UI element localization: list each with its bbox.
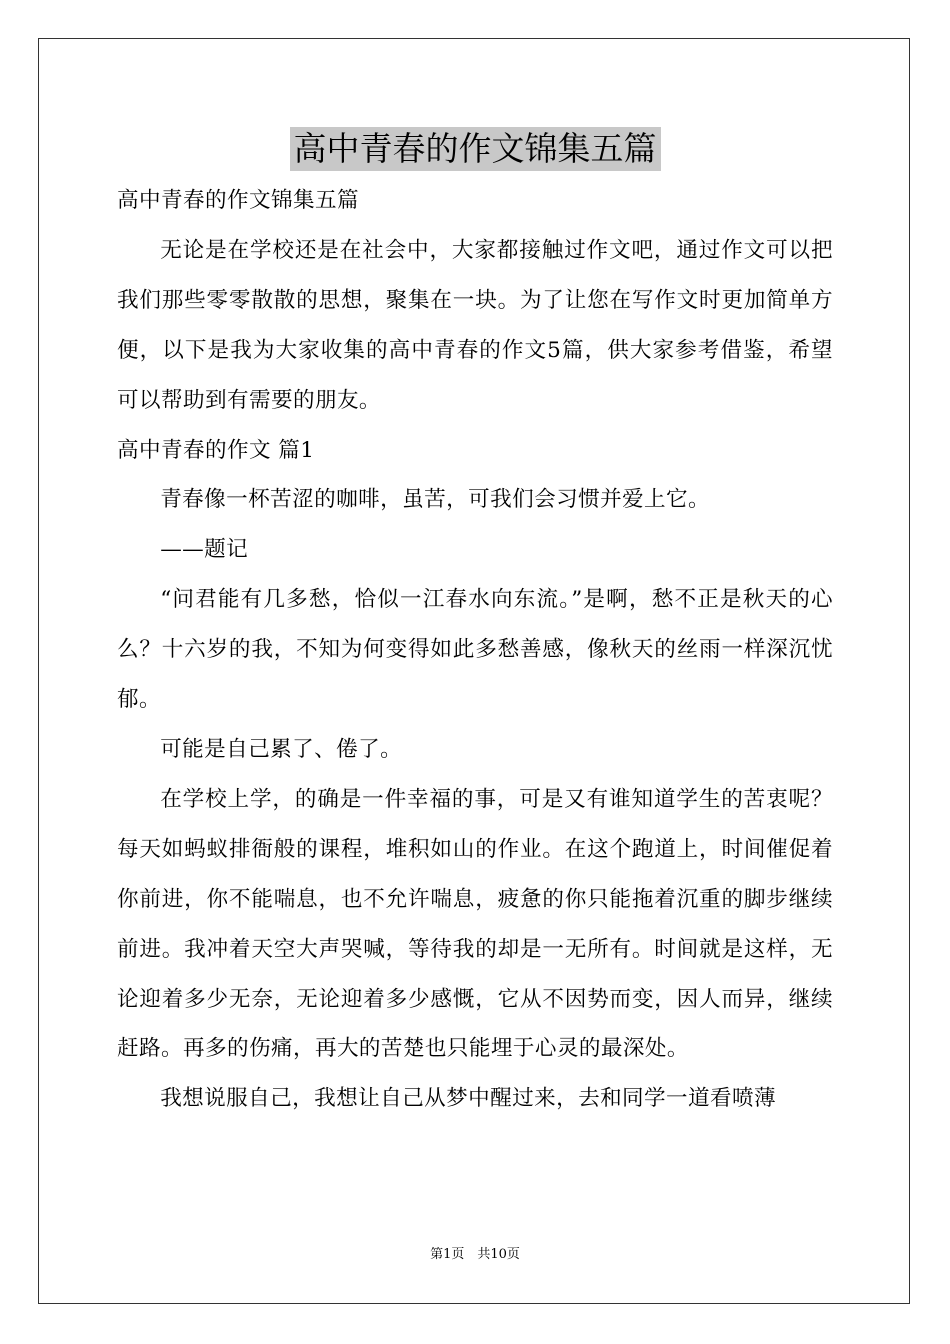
paragraph-4: ——题记 <box>160 537 249 563</box>
paragraph-0: 高中青春的作文锦集五篇 <box>117 188 359 213</box>
page-footer: 第1页 共10页 <box>430 1247 520 1262</box>
paragraph-3: 青春像一杯苦涩的咖啡，虽苦，可我们会习惯并爱上它。 <box>160 487 711 513</box>
paragraph-8: 我想说服自己，我想让自己从梦中醒过来，去和同学一道看喷薄 <box>160 1086 777 1112</box>
paragraph-1: 无论是在学校还是在社会中，大家都接触过作文吧，通过作文可以把我们那些零零散散的思想，聚集在一块。为了让您在写作文时更加简单方便，以下是我为大家收集的高中青春的作文5篇，供大家参考借鉴，希望可以帮助到有需要的朋友。 <box>117 237 833 413</box>
document-body <box>117 176 833 1124</box>
title-wrap <box>0 127 950 171</box>
paragraph-5: “问君能有几多愁，恰似一江春水向东流。”是啊，愁不正是秋天的心么？十六岁的我，不知为何变得如此多愁善感，像秋天的丝雨一样深沉忧郁。 <box>117 587 833 713</box>
paragraph-6: 可能是自己累了、倦了。 <box>160 736 403 762</box>
paragraph-2: 高中青春的作文 篇1 <box>117 437 315 463</box>
paragraph-7: 在学校上学，的确是一件幸福的事，可是又有谁知道学生的苦衷呢？每天如蚂蚁排衙般的课程，堆积如山的作业。在这个跑道上，时间催促着你前进，你不能喘息，也不允许喘息，疲惫的你只能拖着沉重的脚步继续前进。我冲着天空大声哭喊，等待我的却是一无所有。时间就是这样，无论迎着多少无奈，无论迎着多少感慨，它从不因势而变，因人而异，继续赶路。再多的伤痛，再大的苦楚也只能埋于心灵的最深处。 <box>117 786 833 1062</box>
document-title: 高中青春的作文锦集五篇 <box>290 127 661 171</box>
